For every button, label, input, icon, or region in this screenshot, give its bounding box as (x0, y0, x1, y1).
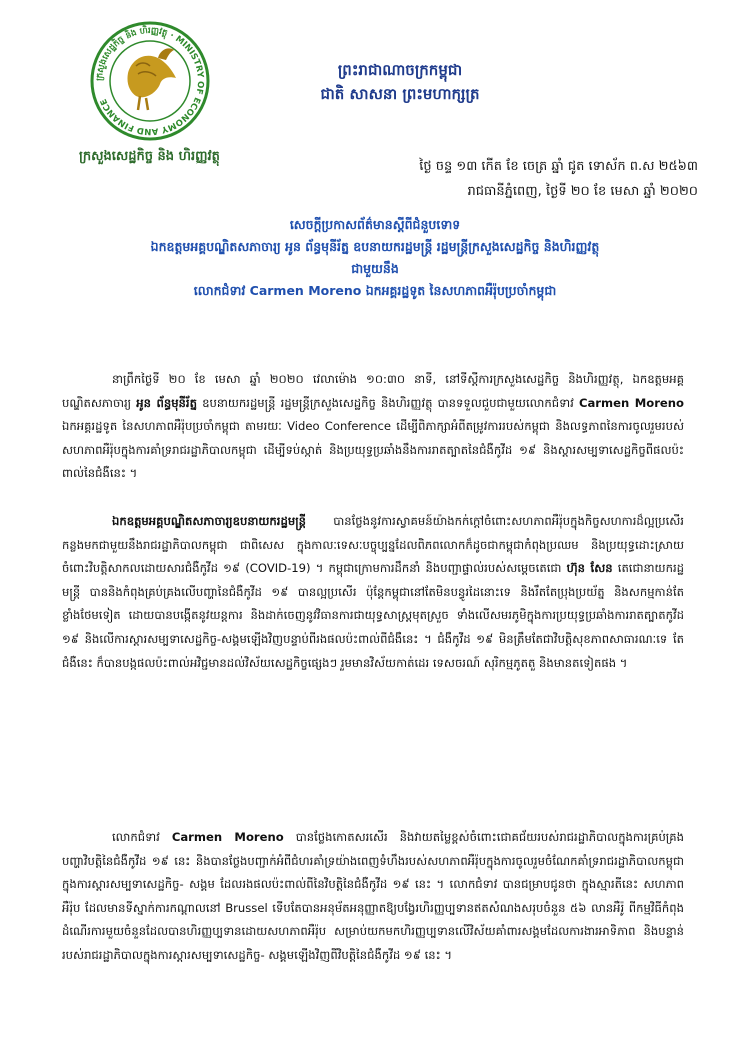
paragraph-1 (62, 368, 684, 486)
p1-text-d: ឯកអគ្គរដ្ឋទូត នៃសហភាពអឺរ៉ុបប្រចាំកម្ពុជា តាមរយៈ Video Conference ដើម្បីពិភាក្សាអំពីតម្រូវការរបស់កម្ពុជា និងលទ្ធភាពនៃការចូលរួមរបស់សហភាពអឺរ៉ុបក្នុងការគាំទ្ររាជរដ្ឋាភិបាលកម្ពុជា ដើម្បីទប់ស្កាត់ និងប្រយុទ្ធប្រឆាំងនឹងការរាតត្បាតនៃជំងឺកូវីដ ១៩ និងស្តារសម្បទាសេដ្ឋកិច្ចពីផលប៉ះពាល់នៃជំងឺនេះ ។ (62, 419, 684, 481)
p2-text-a: បានថ្លែងនូវការស្វាគមន៍យ៉ាងកក់ក្តៅចំពោះសហភាពអឺរ៉ុបក្នុងកិច្ចសហការដ៏ល្អប្រសើរកន្លងមកជាមួយនឹងរាជរដ្ឋាភិបាលកម្ពុជា ជាពិសេស ក្នុងកាលៈទេសៈបច្ចុប្បន្នដែលពិភពលោកក៏ដូចជាកម្ពុជាកំពុងប្រឈម និងប្រយុទ្ធដោះស្រាយចំពោះវិបត្តិសាកលដោយសារជំងឺកូវីដ ១៩ (COVID-19) ។ កម្ពុជាក្រោមការដឹកនាំ និងបញ្ជាផ្ទាល់របស់សម្តេចតេជោ (62, 514, 684, 576)
p3-bold-ambassador: Carmen Moreno (171, 830, 284, 844)
ministry-seal-icon (80, 18, 220, 144)
kingdom-header (300, 58, 500, 106)
title-line-3: ជាមួយនឹង (351, 261, 399, 276)
p3-text-c: បានថ្លែងកោតសរសើរ និងវាយតម្លៃខ្ពស់ចំពោះជោគជ័យរបស់រាជរដ្ឋាភិបាលក្នុងការគ្រប់គ្រងបញ្ហាវិបត្តិនៃជំងឺកូវីដ ១៩ នេះ និងបានថ្លែងបញ្ជាក់អំពីជំហរគាំទ្រយ៉ាងពេញទំហឹងរបស់សហភាពអឺរ៉ុបក្នុងការចូលរួមចំណែកគាំទ្ររាជរដ្ឋាភិបាលកម្ពុជាក្នុងការស្តារសម្បទាសេដ្ឋកិច្ច- សង្គម ដែលរងផលប៉ះពាល់ពីនៃវិបត្តិនៃជំងឺកូវីដ ១៩ នេះ ។ លោកជំទាវ បានជម្រាបជូនថា ក្នុងស្មារតីនេះ សហភាពអឺរ៉ុប ដែលមានទីស្នាក់ការកណ្តាលនៅ Brussel ទើបតែបានអនុម័តអនុញ្ញាតឱ្យបង្វែរហិរញ្ញប្បទានឥតសំណងសរុបចំនួន ៥៦ លានអឺរ៉ូ ពីកម្មវិធីកំពុងដំណើរការមួយចំនួនដែលបានហិរញ្ញប្បទានដោយសហភាពអឺរ៉ុប សម្រាប់យកមកហិរញ្ញប្បទានលើវិស័យគាំពារសង្គមដែលការងារអាទិភាព និងបន្ទាន់របស់រាជរដ្ឋាភិបាលក្នុងការស្តារសម្បទាសេដ្ឋកិច្ច- សង្គមឡើងវិញពីវិបត្តិនៃជំងឺកូវីដ ១៩ នេះ ។ (62, 830, 684, 962)
document-title (40, 214, 710, 302)
paragraph-3 (62, 826, 684, 968)
p2-bold-title: ឯកឧត្តមអគ្គបណ្ឌិតសភាចារ្យឧបនាយករដ្ឋមន្ត្រី (112, 514, 307, 528)
p2-bold-name: ហ៊ុន សែន (566, 561, 613, 576)
p1-text-a: នាព្រឹកថ្ងៃទី ២០ ខែ មេសា ឆ្នាំ ២០២០ វេលាម៉ោង ១០:៣០ នាទី, នៅទីស្តីការក្រសួងសេដ្ឋកិច្ច និងហិរញ្ញវត្ថុ, ឯកឧត្តមអគ្គបណ្ឌិតសភាចារ្យ (62, 372, 684, 410)
logo-ring-text: ក្រសួងសេដ្ឋកិច្ច និង ហិរញ្ញវត្ថុ · MINISTRY OF ECONOMY AND FINANCE (94, 25, 206, 137)
p1-text-c: ឧបនាយករដ្ឋមន្ត្រី រដ្ឋមន្ត្រីក្រសួងសេដ្ឋកិច្ច និងហិរញ្ញវត្ថុ បានទទួលជួបជាមួយលោកជំទាវ (196, 395, 579, 410)
p2-text-c: តេជោនាយករដ្ឋមន្ត្រី បាននិងកំពុងគ្រប់គ្រងលើបញ្ហានៃជំងឺកូវីដ ១៩ បានល្អប្រសើរ ប៉ុន្តែកម្ពុជានៅតែមិនបន្ធូរដៃនោះទេ និងរឹតតែប្រុងប្រយ័ត្ន និងសកម្មកាន់តែខ្លាំងថែមទៀត ដោយបានបង្កើតនូវយន្តការ និងដាក់ចេញនូវវិធានការជាយុទ្ធសាស្ត្រមុតស្រួច ទាំងលើសមរភូមិក្នុងការប្រយុទ្ធប្រឆាំងការរាតត្បាតកូវីដ ១៩ និងលើការស្តារសម្បទាសេដ្ឋកិច្ច-សង្គមឡើងវិញបន្ទាប់ពីរងផលប៉ះពាល់ពីជំងឺនេះ ។ ជំងឺកូវីដ ១៩ មិនត្រឹមតែជាវិបត្តិសុខភាពសាធារណៈទេ តែជំងឺនេះ ក៏បានបង្កផលប៉ះពាល់អវិជ្ជមានដល់វិស័យសេដ្ឋកិច្ចផ្សេងៗ រួមមានវិស័យកាត់ដេរ ទេសចរណ៍ សុរិកម្មភូតតួ និងមានតទៀតផង ។ (62, 561, 684, 670)
kingdom-line-2: ជាតិ សាសនា ព្រះមហាក្សត្រ (320, 85, 480, 103)
date-block (419, 154, 698, 204)
ministry-logo (80, 18, 220, 144)
p1-bold-ambassador: Carmen Moreno (578, 395, 684, 410)
title-line-4: លោកជំទាវ Carmen Moreno ឯកអគ្គរដ្ឋទូត នៃសហភាពអឺរ៉ុបប្រចាំកម្ពុជា (193, 283, 557, 298)
title-line-1: សេចក្តីប្រកាសព័ត៌មានស្តីពីជំនួបទោទ (289, 217, 461, 232)
paragraph-2 (62, 510, 684, 675)
lunar-date: ថ្ងៃ ចន្ទ ១៣ កេីត ខែ ចេត្រ ឆ្នាំ ជូត ទោស័ក ព.ស ២៥៦៣ (419, 159, 698, 174)
solar-date: រាជធានីភ្នំពេញ, ថ្ងៃទី ២០ ខែ មេសា ឆ្នាំ ២០២០ (467, 184, 698, 199)
ministry-name: ក្រសួងសេដ្ឋកិច្ច និង ហិរញ្ញវត្ថុ (79, 149, 220, 164)
p3-text-a: លោកជំទាវ (112, 830, 172, 844)
title-line-2: ឯកឧត្តមអគ្គបណ្ឌិតសភាចារ្យ អូន ព័ន្ធមុនីរ័ត្ន ឧបនាយករដ្ឋមន្ត្រី រដ្ឋមន្ត្រីក្រសួងសេដ្ឋកិច្ច និងហិរញ្ញវត្ថុ (150, 239, 600, 254)
kingdom-line-1: ព្រះរាជាណាចក្រកម្ពុជា (337, 61, 463, 79)
p1-bold-name: អូន ព័ន្ធមុនីរ័ត្ន (136, 395, 197, 410)
